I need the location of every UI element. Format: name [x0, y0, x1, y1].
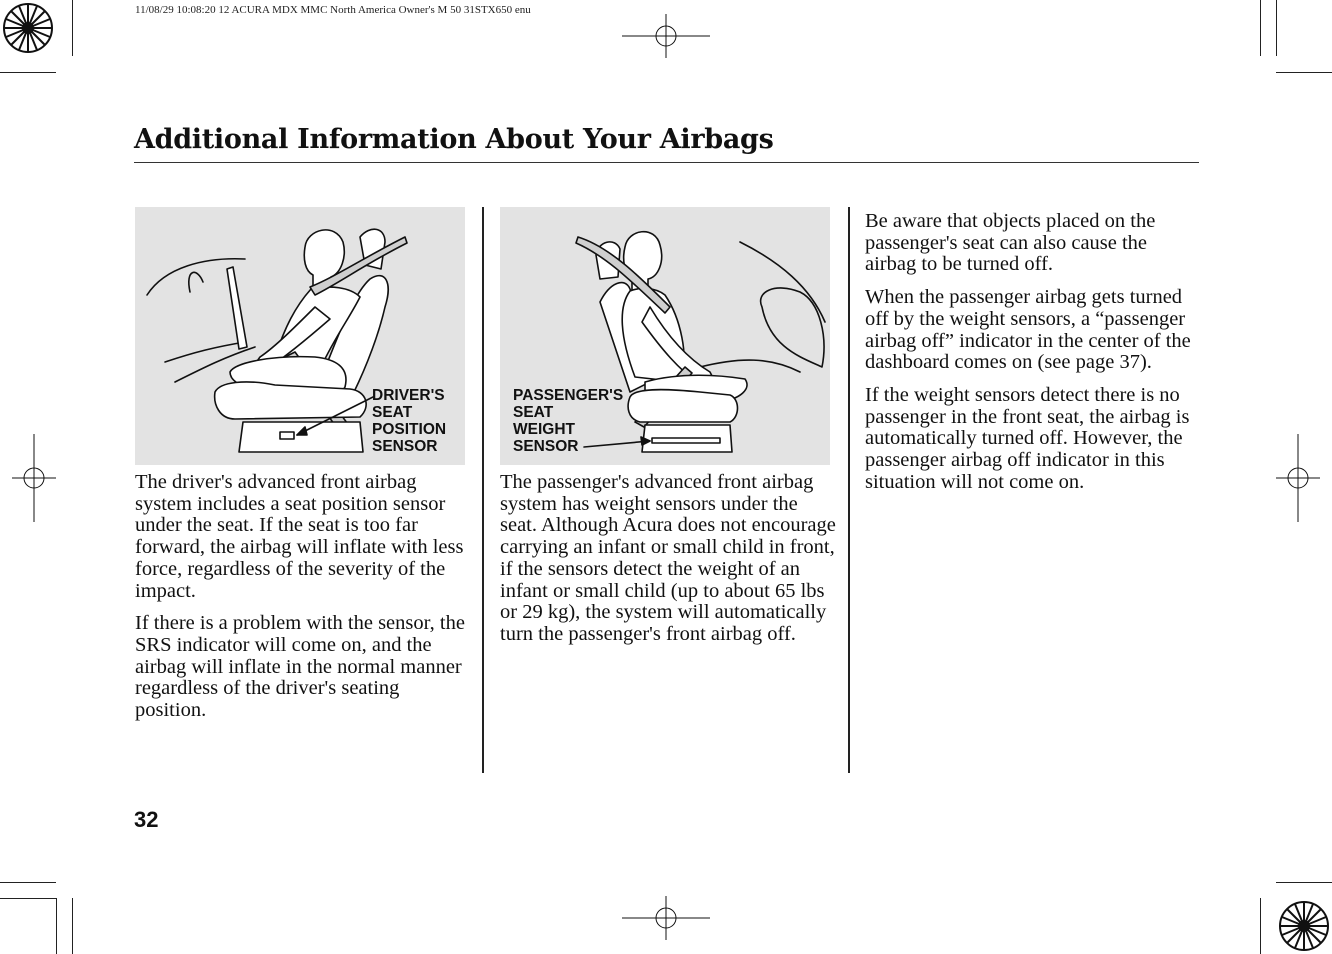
column-1-text — [135, 472, 471, 733]
crosshair-icon — [622, 14, 710, 58]
figure-label-passenger-sensor: PASSENGER'S SEAT WEIGHT SENSOR — [513, 387, 624, 455]
paragraph: When the passenger airbag gets turned off by the weight sensors, a “passenger airbag off” indicator in the center of the dashboard comes on (see page 37). — [865, 286, 1191, 374]
column-2-text — [500, 472, 838, 657]
figure-label-driver-sensor: DRIVER'S SEAT POSITION SENSOR — [372, 387, 447, 455]
registration-target-icon — [1276, 898, 1332, 954]
column-3-text — [865, 211, 1199, 504]
paragraph: The passenger's advanced front airbag system has weight sensors under the seat. Although Acura does not encourage carrying an infant or small child in front, if the sensors detect the weight of an infant or small child (up to about 65 lbs or 29 kg), the system will automatically turn the passenger's front airbag off. — [500, 471, 836, 645]
crosshair-icon — [622, 896, 710, 940]
crosshair-icon — [12, 434, 56, 522]
print-header: 11/08/29 10:08:20 12 ACURA MDX MMC North America Owner's M 50 31STX650 enu — [135, 4, 531, 16]
passenger-seat-illustration — [500, 207, 830, 465]
column-divider — [482, 207, 484, 773]
paragraph: Be aware that objects placed on the passenger's seat can also cause the airbag to be turned off. — [865, 210, 1156, 276]
driver-seat-illustration — [135, 207, 465, 465]
column-divider — [848, 207, 850, 773]
page-title: Additional Information About Your Airbags — [134, 124, 774, 155]
page-number: 32 — [134, 807, 159, 832]
title-divider — [134, 162, 1199, 163]
paragraph: If the weight sensors detect there is no passenger in the front seat, the airbag is automatically turned off. However, the passenger airbag off indicator in this situation will not come on. — [865, 383, 1190, 493]
paragraph: The driver's advanced front airbag system includes a seat position sensor under the seat. If the seat is too far forward, the airbag will inflate with less force, regardless of the severity of the impact. — [135, 471, 464, 602]
paragraph: If there is a problem with the sensor, the SRS indicator will come on, and the airbag will inflate in the normal manner regardless of the driver's seating position. — [135, 612, 465, 722]
registration-target-icon — [0, 0, 60, 60]
crosshair-icon — [1276, 434, 1320, 522]
